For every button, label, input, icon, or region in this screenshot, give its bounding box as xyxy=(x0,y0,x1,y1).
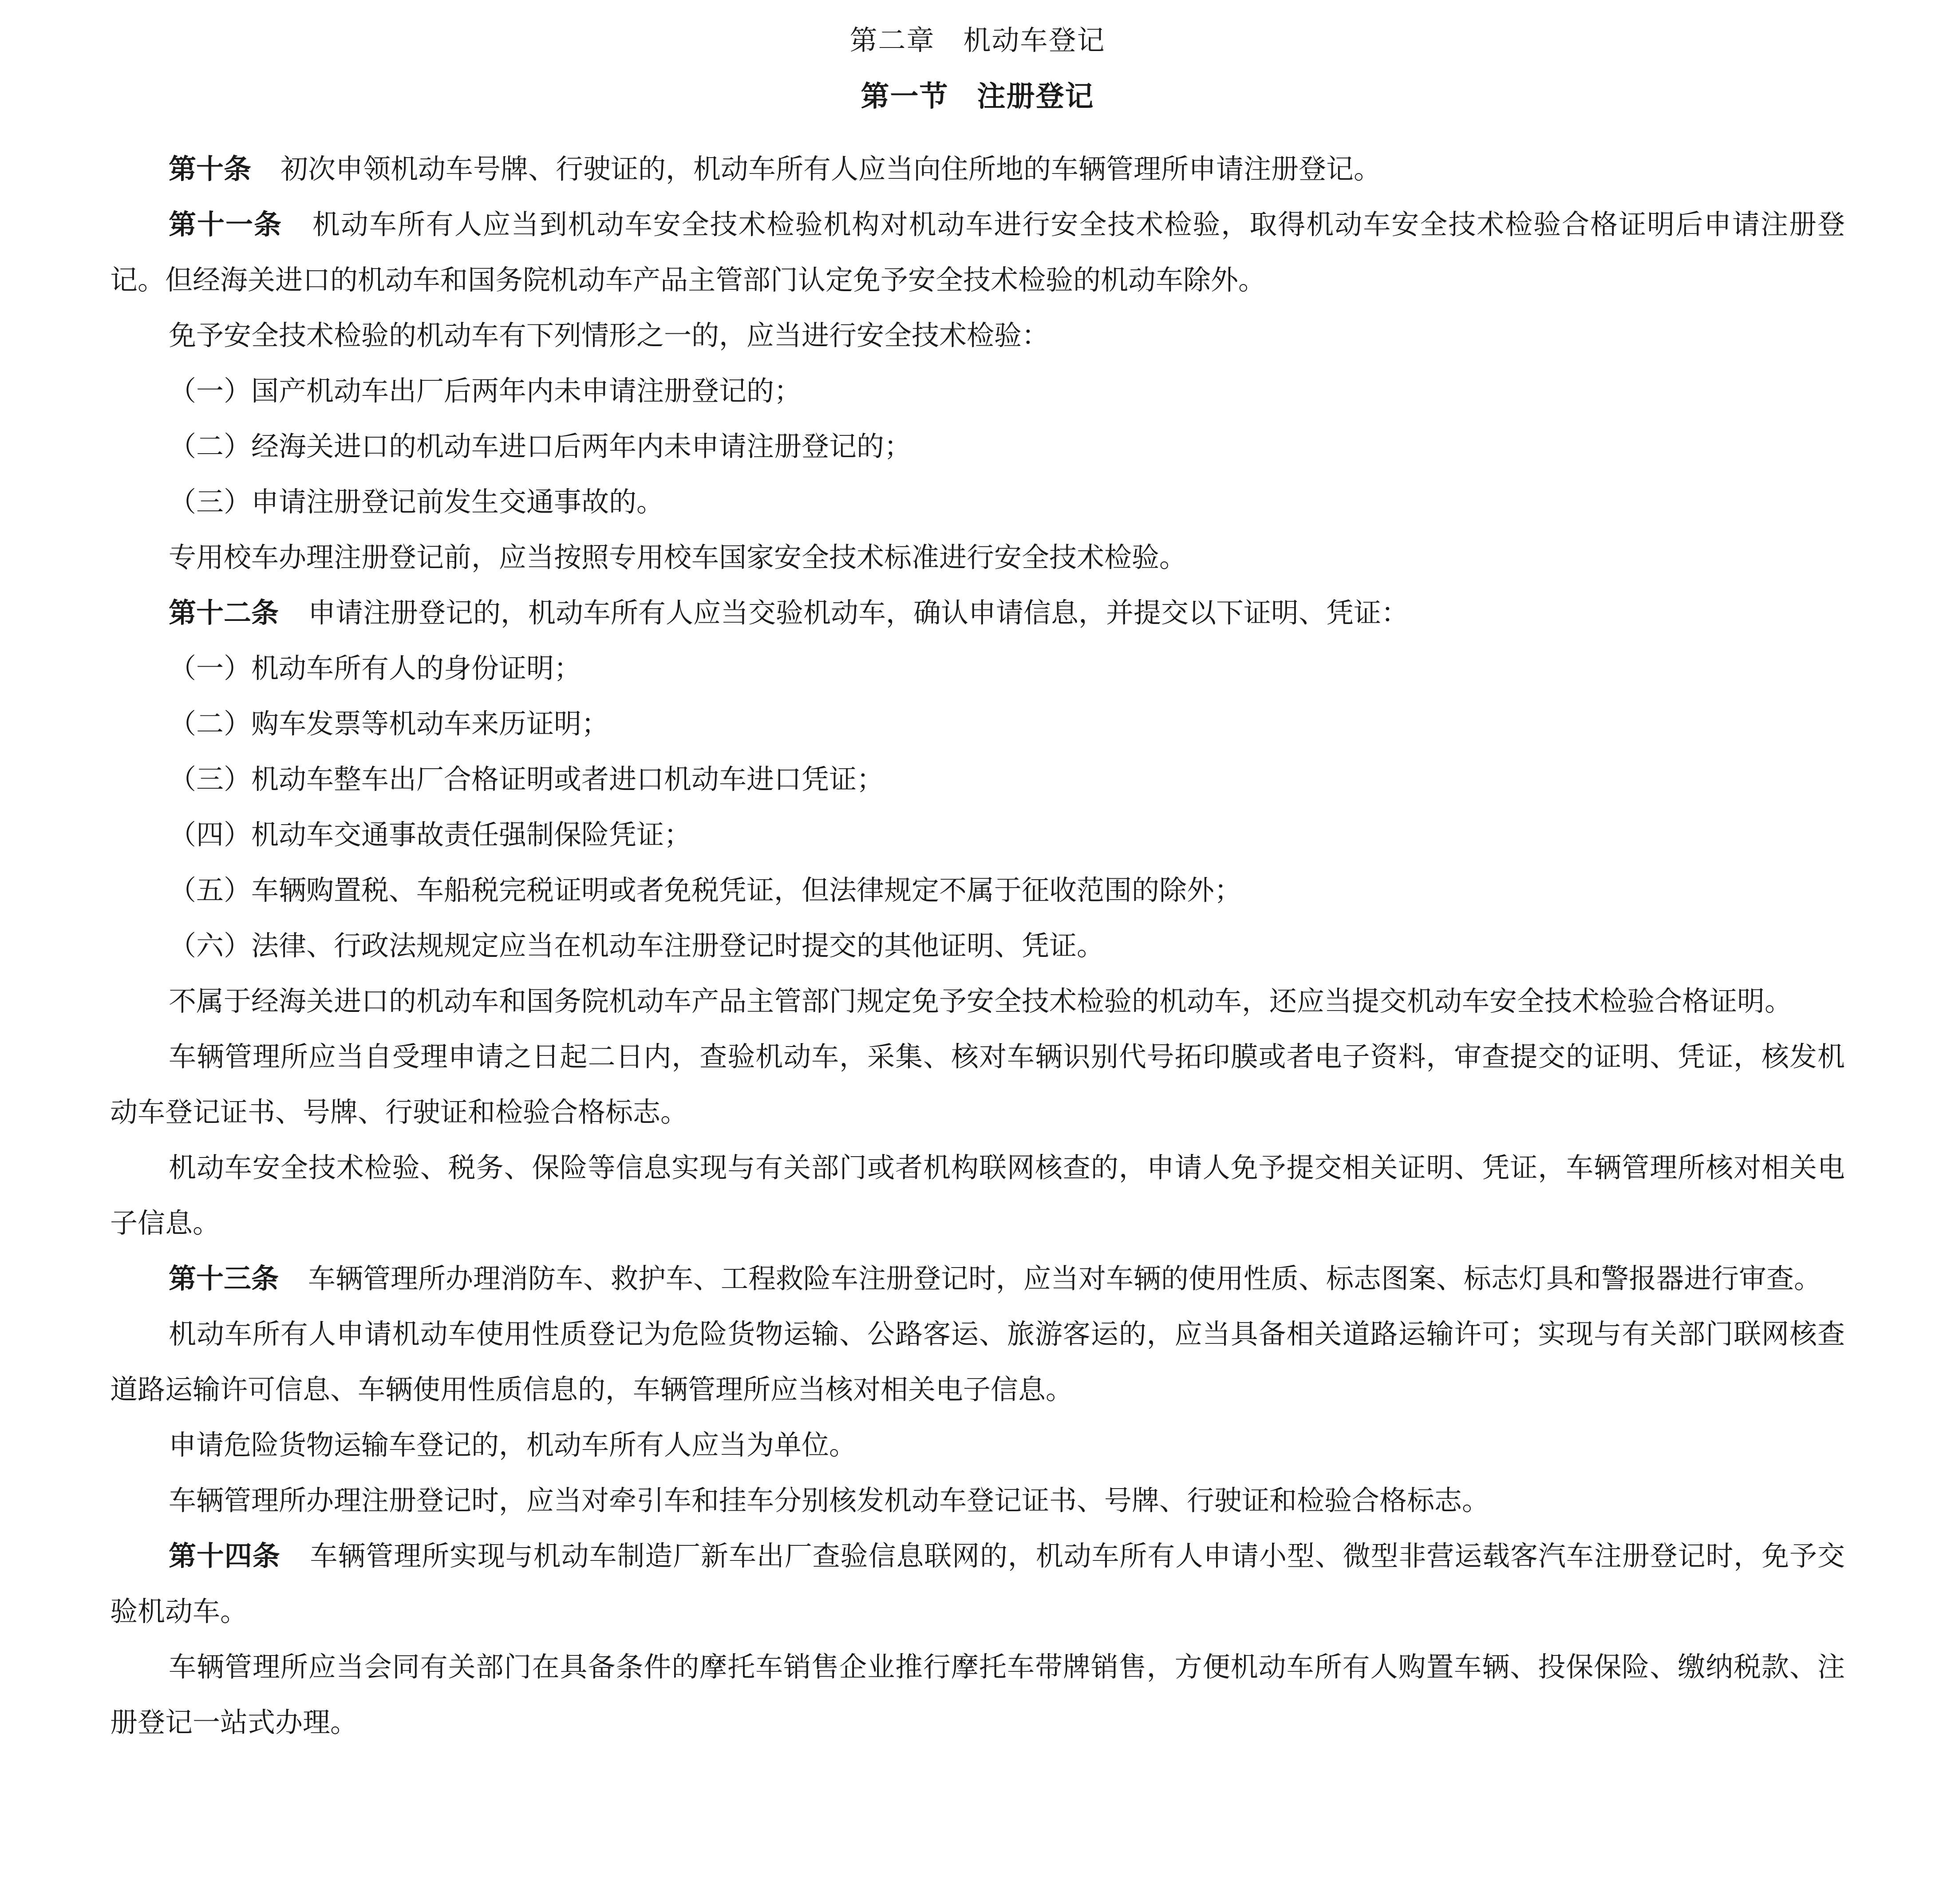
article-paragraph xyxy=(110,197,1845,308)
paragraph-text: （五）车辆购置税、车船税完税证明或者免税凭证，但法律规定不属于征收范围的除外； xyxy=(169,874,1242,906)
paragraph xyxy=(110,1639,1845,1750)
article-number: 第十条 xyxy=(169,153,252,185)
paragraph xyxy=(110,419,1845,474)
paragraph-text: 不属于经海关进口的机动车和国务院机动车产品主管部门规定免予安全技术检验的机动车，还应当提交机动车安全技术检验合格证明。 xyxy=(169,985,1793,1017)
chapter-title: 机动车登记 xyxy=(963,24,1106,56)
section-heading xyxy=(110,80,1845,113)
paragraph-text: （二）购车发票等机动车来历证明； xyxy=(169,707,609,740)
paragraph-text: （六）法律、行政法规规定应当在机动车注册登记时提交的其他证明、凭证。 xyxy=(169,929,1105,962)
paragraph xyxy=(110,529,1845,585)
paragraph xyxy=(110,696,1845,751)
paragraph-text: 机动车安全技术检验、税务、保险等信息实现与有关部门或者机构联网核查的，申请人免予提交相关证明、凭证，车辆管理所核对相关电子信息。 xyxy=(110,1151,1845,1239)
article-number: 第十三条 xyxy=(169,1262,279,1295)
article-paragraph xyxy=(110,1251,1845,1306)
article-number: 第十二条 xyxy=(169,596,279,629)
paragraph-text: 车辆管理所办理消防车、救护车、工程救险车注册登记时，应当对车辆的使用性质、标志图案、标志灯具和警报器进行审查。 xyxy=(308,1262,1822,1295)
paragraph xyxy=(110,1473,1845,1528)
paragraph xyxy=(110,1140,1845,1251)
paragraph-text: （四）机动车交通事故责任强制保险凭证； xyxy=(169,818,692,851)
paragraph-text: 专用校车办理注册登记前，应当按照专用校车国家安全技术标准进行安全技术检验。 xyxy=(169,541,1187,573)
article-paragraph xyxy=(110,585,1845,640)
paragraph xyxy=(110,363,1845,419)
paragraph-text: 机动车所有人申请机动车使用性质登记为危险货物运输、公路客运、旅游客运的，应当具备相关道路运输许可；实现与有关部门联网核查道路运输许可信息、车辆使用性质信息的，车辆管理所应当核对相关电子信息。 xyxy=(110,1318,1845,1406)
paragraph-text: 免予安全技术检验的机动车有下列情形之一的，应当进行安全技术检验： xyxy=(169,319,1050,352)
article-number: 第十四条 xyxy=(169,1540,280,1572)
paragraph xyxy=(110,308,1845,363)
chapter-number: 第二章 xyxy=(849,24,935,56)
paragraph xyxy=(110,474,1845,529)
paragraph-text: 申请注册登记的，机动车所有人应当交验机动车，确认申请信息，并提交以下证明、凭证： xyxy=(308,596,1409,629)
paragraph-text: （三）申请注册登记前发生交通事故的。 xyxy=(169,486,664,518)
paragraph-text: 车辆管理所办理注册登记时，应当对牵引车和挂车分别核发机动车登记证书、号牌、行驶证和检验合格标志。 xyxy=(169,1484,1490,1517)
paragraph-text: （二）经海关进口的机动车进口后两年内未申请注册登记的； xyxy=(169,430,912,462)
paragraph-text: （一）机动车所有人的身份证明； xyxy=(169,652,582,684)
paragraph-text: （三）机动车整车出厂合格证明或者进口机动车进口凭证； xyxy=(169,763,885,795)
document-body xyxy=(110,141,1845,1750)
chapter-heading xyxy=(110,24,1845,56)
paragraph-text: 申请危险货物运输车登记的，机动车所有人应当为单位。 xyxy=(169,1429,857,1461)
paragraph xyxy=(110,1306,1845,1417)
paragraph xyxy=(110,1417,1845,1473)
section-title: 注册登记 xyxy=(977,80,1094,113)
paragraph xyxy=(110,1029,1845,1140)
section-number: 第一节 xyxy=(861,80,949,113)
paragraph-text: 车辆管理所应当自受理申请之日起二日内，查验机动车，采集、核对车辆识别代号拓印膜或者电子资料，审查提交的证明、凭证，核发机动车登记证书、号牌、行驶证和检验合格标志。 xyxy=(110,1040,1845,1128)
paragraph-text: （一）国产机动车出厂后两年内未申请注册登记的； xyxy=(169,375,802,407)
paragraph xyxy=(110,862,1845,918)
paragraph xyxy=(110,807,1845,862)
paragraph xyxy=(110,751,1845,807)
paragraph-text: 车辆管理所实现与机动车制造厂新车出厂查验信息联网的，机动车所有人申请小型、微型非营运载客汽车注册登记时，免予交验机动车。 xyxy=(110,1540,1845,1627)
paragraph-text: 车辆管理所应当会同有关部门在具备条件的摩托车销售企业推行摩托车带牌销售，方便机动车所有人购置车辆、投保保险、缴纳税款、注册登记一站式办理。 xyxy=(110,1651,1845,1738)
paragraph xyxy=(110,640,1845,696)
paragraph xyxy=(110,973,1845,1029)
paragraph-text: 机动车所有人应当到机动车安全技术检验机构对机动车进行安全技术检验，取得机动车安全技术检验合格证明后申请注册登记。但经海关进口的机动车和国务院机动车产品主管部门认定免予安全技术检验的机动车除外。 xyxy=(110,208,1845,296)
article-paragraph xyxy=(110,141,1845,197)
paragraph xyxy=(110,918,1845,973)
article-paragraph xyxy=(110,1528,1845,1639)
article-number: 第十一条 xyxy=(169,208,282,241)
paragraph-text: 初次申领机动车号牌、行驶证的，机动车所有人应当向住所地的车辆管理所申请注册登记。 xyxy=(280,153,1382,185)
